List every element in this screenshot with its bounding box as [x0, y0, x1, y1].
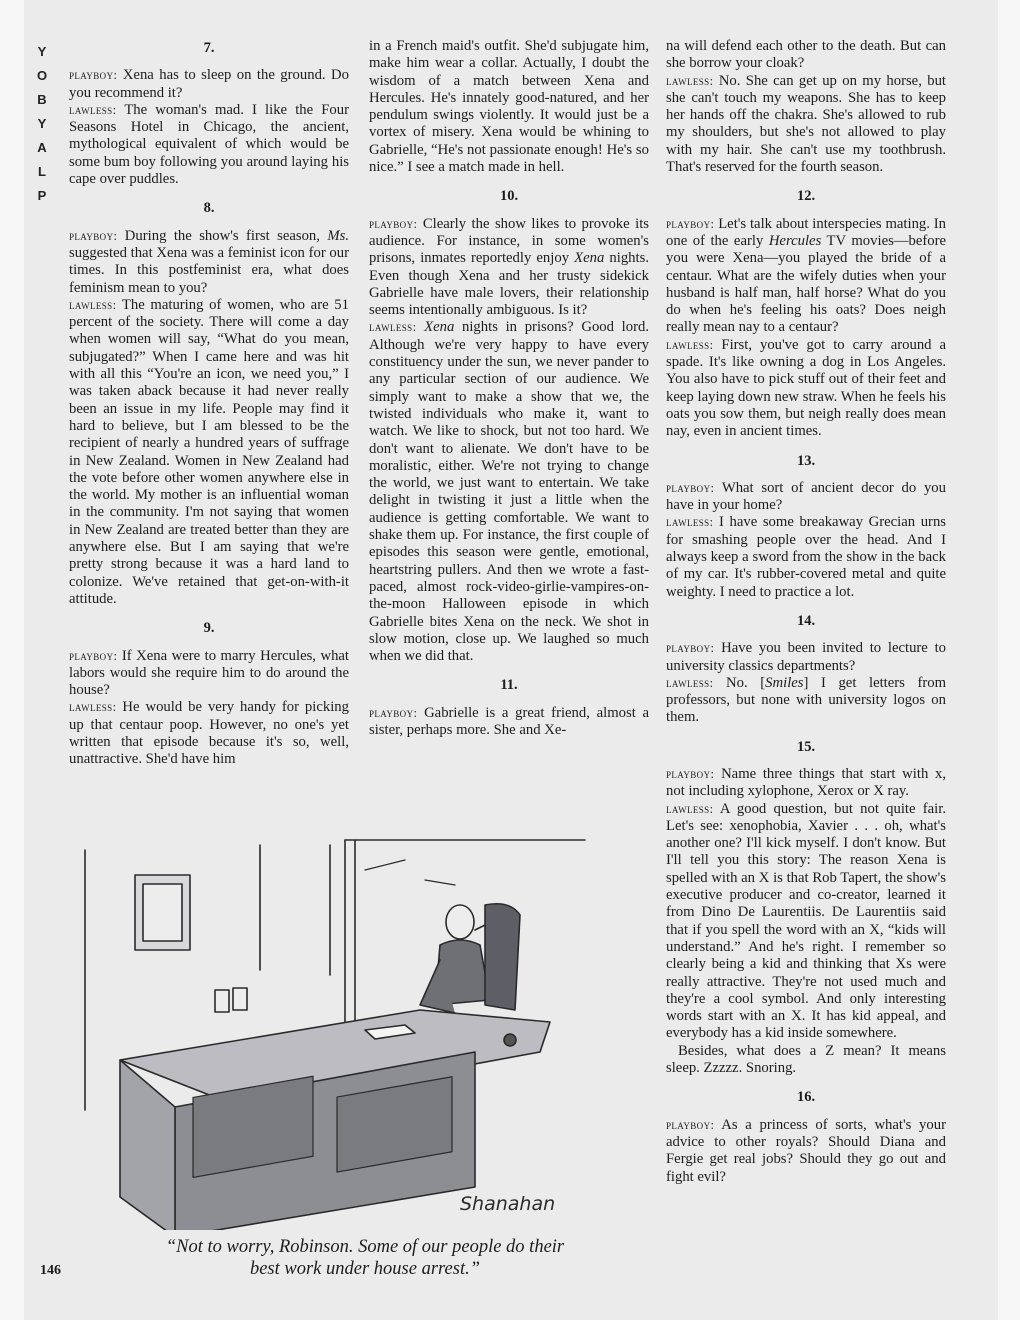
- speaker-label: lawless:: [69, 102, 117, 117]
- question-text: Xena has to sleep on the ground. Do you recommend it?: [69, 67, 349, 101]
- italic-title: Hercules: [768, 232, 822, 249]
- question-text: suggested that Xena was a feminist icon for our times. In this postfeminist era, what does feminism mean to you?: [69, 244, 349, 296]
- question-number: 7.: [203, 40, 215, 56]
- speaker-label: playboy:: [666, 216, 715, 231]
- running-head-letter: Y: [37, 116, 47, 131]
- question-number: 13.: [796, 452, 816, 469]
- question-number: 10.: [499, 188, 519, 205]
- question-paragraph: [666, 1117, 946, 1186]
- running-head-letter: A: [37, 140, 47, 155]
- question-text: Gabrielle is a great friend, almost a sister, perhaps more. She and Xe-: [369, 704, 650, 738]
- question-text: Clearly the show likes to provoke its audience. For instance, in some women's prisons, inmates reportedly enjoy: [369, 215, 649, 267]
- answer-text: The woman's mad. I like the Four Seasons Hotel in Chicago, the ancient, mythological equivalent of which would be some bum boy following you around laying his cape over puddles.: [69, 101, 349, 188]
- answer-text: No. She can get up on my horse, but she can't touch my weapons. She has to keep her hands off the chakra. She's allowed to rub my shoulders, but she's not allowed to play with my hair. She can't use my toothbrush. That's reserved for the fourth season.: [666, 72, 946, 176]
- answer-paragraph: Besides, what does a Z mean? It means sleep. Zzzzz. Snoring.: [666, 1042, 946, 1077]
- italic-title: Ms.: [327, 227, 349, 244]
- answer-paragraph: [69, 297, 349, 608]
- answer-text: I have some breakaway Grecian urns for smashing people over the head. And I always keep a sword from the show in the back of my car. It's rubber-covered metal and quite weighty. I need to practice a lot.: [666, 514, 947, 600]
- answer-paragraph: [666, 337, 946, 441]
- right-margin: [998, 0, 1020, 1320]
- text-column-3: [666, 38, 946, 1186]
- speaker-label: playboy:: [666, 641, 715, 656]
- running-head-letter: B: [37, 92, 47, 107]
- answer-paragraph: [69, 102, 349, 188]
- answer-paragraph: [69, 699, 349, 768]
- running-head-letter: Y: [37, 44, 47, 59]
- cartoon-caption: [110, 1236, 620, 1280]
- answer-paragraph: [666, 73, 946, 177]
- text-column-1: [69, 36, 349, 769]
- answer-text: First, you've got to carry around a spade. It's like owning a dog in Los Angeles. You also have to pick stuff out of their feet and keep laying down new straw. When he feels his oats you sow them, but neigh really does mean nay, even in ancient times.: [666, 336, 947, 440]
- italic-stage-direction: Smiles: [765, 674, 804, 691]
- question-text: Name three things that start with x, not including xylophone, Xerox or X ray.: [666, 765, 946, 800]
- caption-line: best work under house arrest.”: [249, 1259, 481, 1279]
- running-head-letter: L: [38, 164, 46, 179]
- question-number: 11.: [500, 677, 518, 694]
- question-text: Let's talk about interspecies mating. In one of the early: [666, 215, 946, 249]
- question-paragraph: [666, 766, 946, 801]
- caption-line: “Not to worry, Robinson. Some of our people do their: [165, 1237, 565, 1257]
- question-text: TV movies—before you were Xena—you played the bride of a centaur. What are the wifely duties when your husband is half man, half horse? What do you do when he's feeling his oats? Does neigh really mean nay to a centaur?: [666, 232, 946, 336]
- question-paragraph: [69, 648, 349, 700]
- speaker-label: playboy:: [666, 766, 715, 781]
- italic-title: Xena: [424, 319, 455, 336]
- answer-paragraph: [666, 675, 946, 727]
- question-paragraph: [666, 640, 946, 675]
- question-text: During the show's first season,: [124, 227, 328, 244]
- question-paragraph: [369, 705, 649, 740]
- cartoonist-signature: Shanahan: [460, 1193, 556, 1215]
- question-paragraph: [666, 216, 946, 337]
- answer-text: No. [: [726, 674, 766, 691]
- question-number: 14.: [796, 612, 816, 629]
- speaker-label: lawless:: [666, 73, 714, 88]
- cartoon-illustration: [65, 810, 625, 1230]
- speaker-label: lawless:: [666, 515, 714, 530]
- speaker-label: playboy:: [666, 480, 715, 495]
- question-text: As a princess of sorts, what's your advice to other royals? Should Diana and Fergie get real jobs? Should they go out and fight evil?: [666, 1116, 946, 1185]
- question-number: 8.: [203, 200, 215, 217]
- answer-paragraph: [666, 801, 946, 1043]
- question-number: 16.: [796, 1089, 816, 1106]
- question-number: 15.: [796, 738, 816, 755]
- left-margin: [0, 0, 24, 1320]
- question-number: 12.: [796, 188, 816, 205]
- page-number: 146: [40, 1263, 61, 1278]
- running-head-letter: O: [36, 68, 48, 83]
- question-text: If Xena were to marry Hercules, what labors would she require him to do around the house?: [69, 647, 350, 699]
- answer-paragraph: [666, 514, 946, 600]
- answer-continuation: in a French maid's outfit. She'd subjugate him, make him wear a collar. Actually, I doubt the wisdom of a match between Xena and Hercules. He's innately good-natured, and her pendulum swings violently. It would just be a vortex of misery. Xena would be whining to Gabrielle, “He's not passionate enough! He's so nice.” I see a match made in hell.: [369, 38, 649, 176]
- question-text: What sort of ancient decor do you have in your home?: [666, 479, 946, 514]
- question-text: nights. Even though Xena and her trusty sidekick Gabrielle have male lovers, their relationship seems intentionally ambiguous. Is it?: [369, 250, 649, 319]
- speaker-label: playboy:: [69, 68, 118, 83]
- speaker-label: lawless:: [666, 801, 714, 816]
- speaker-label: playboy:: [69, 228, 118, 243]
- speaker-label: playboy:: [666, 1117, 715, 1132]
- magazine-running-head: [31, 40, 53, 208]
- question-text: Have you been invited to lecture to university classics departments?: [666, 640, 947, 674]
- question-number: 9.: [203, 620, 215, 637]
- answer-text: The maturing of women, who are 51 percent of the society. There will come a day when women will say, “What do you mean, subjugated?” When I came here and was hit with all this “You're an icon, we need you,” I was taken aback because it had never really been an issue in my life. People may find it hard to believe, but I am blessed to be the recipient of nearly a hundred years of suffrage in New Zealand. Women in New Zealand had the vote before other women anywhere else in the world. My mother is an influential woman in the community. I'm not saying that women in New Zealand are treated better than they are anywhere else. But I am saying that we're pretty strong because it was a hard land to colonize. We've retained that get-on-with-it attitude.: [69, 296, 349, 607]
- question-paragraph: [666, 480, 946, 515]
- speaker-label: lawless:: [69, 700, 117, 715]
- answer-text: nights in prisons? Good lord. Although we're very happy to have every constituency under the sun, we never pander to any particular section of our audience. We simply want to make a show that we, the twisted individuals who make it, want to watch. We like to shock, but not too hard. We don't want to alienate. We don't have to be moralistic, either. We're not trying to change the world, we just want to entertain. We take delight in twisting it just a little when the audience is getting comfortable. We want to shake them up. For instance, the first couple of episodes this season were gentle, emotional, heartstring pullers. And then we wrote a fast-paced, almost rock-video-girlie-vampires-on-the-moon Halloween episode in which Gabrielle bites Xena on the neck. We shot in slow motion, close up. We laughed so much when we did that.: [369, 319, 649, 665]
- speaker-label: lawless:: [666, 675, 714, 690]
- speaker-label: playboy:: [69, 648, 118, 663]
- question-paragraph: [69, 228, 349, 297]
- speaker-label: lawless:: [69, 297, 117, 312]
- answer-text: He would be very handy for picking up that centaur poop. However, no one's yet written that episode because it's so, well, unattractive. She'd have him: [69, 699, 349, 768]
- text-column-2: [369, 38, 649, 739]
- speaker-label: playboy:: [369, 705, 418, 720]
- speaker-label: playboy:: [369, 216, 418, 231]
- question-paragraph: [69, 67, 349, 102]
- answer-text: A good question, but not quite fair. Let's see: xenophobia, Xavier . . . oh, what's another one? I'll kick myself. I don't know. But I'll tell you this story: The reason Xena is spelled with an X is that Rob Tapert, the show's executive producer and co-creator, learned it from Dino De Laurentiis. De Laurentiis said that if you spell the word with an X, “kids will understand.” And he's right. I remember so clearly being a kid and thinking that Xs were really attractive. They're not used much and they're a cool symbol. And only interesting words start with an X. It has kid appeal, and everybody has a kid inside somewhere.: [666, 800, 946, 1042]
- question-continuation: na will defend each other to the death. But can she borrow your cloak?: [666, 38, 946, 72]
- running-head-letter: P: [37, 188, 47, 203]
- italic-title: Xena: [574, 250, 605, 267]
- speaker-label: lawless:: [666, 337, 714, 352]
- answer-text: ] I get letters from professors, but none with university logos on them.: [666, 674, 947, 726]
- answer-paragraph: [369, 319, 649, 665]
- speaker-label: lawless:: [369, 320, 417, 335]
- question-paragraph: [369, 216, 649, 320]
